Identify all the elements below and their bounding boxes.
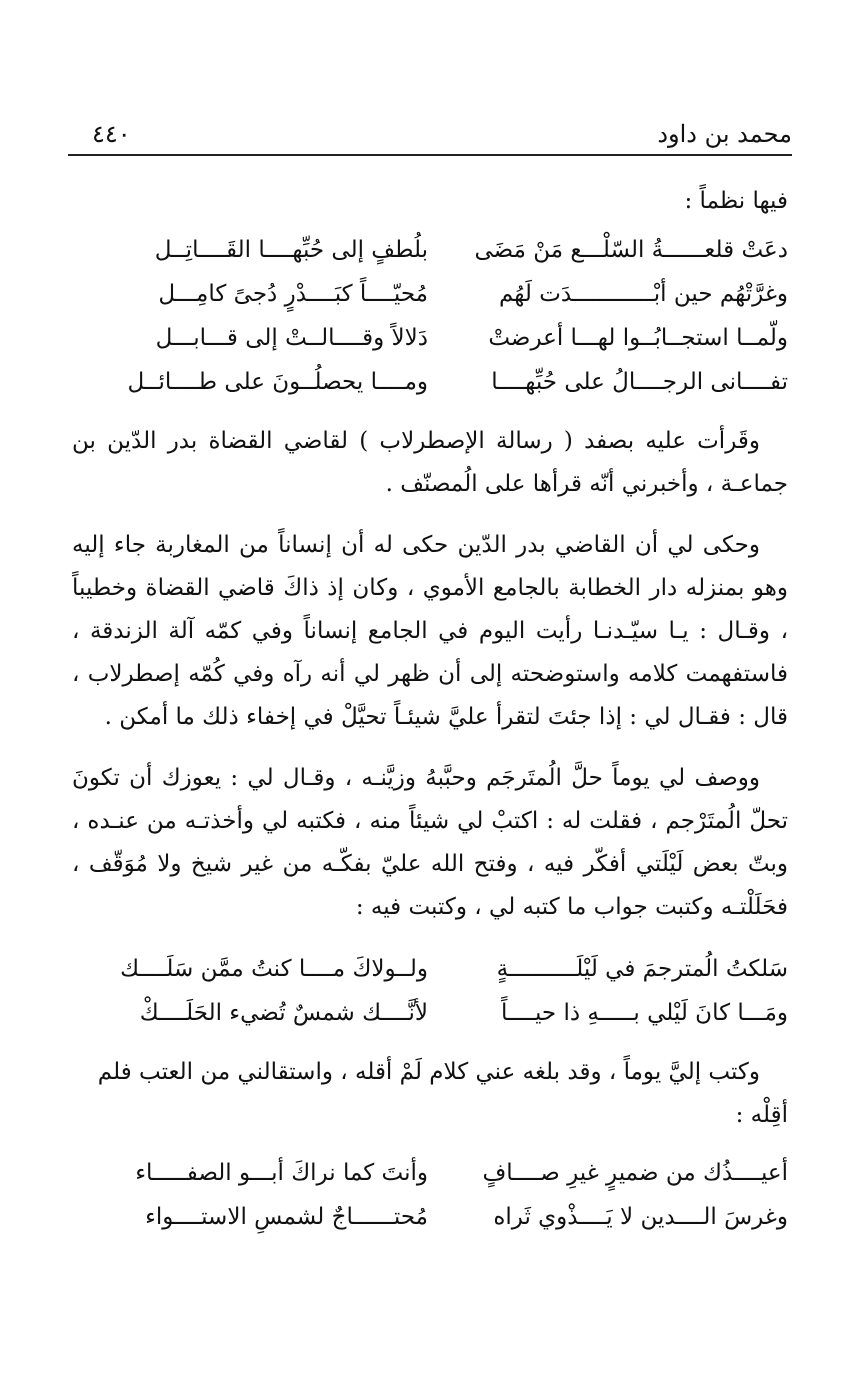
verse-line — [108, 272, 788, 316]
poem-1 — [72, 228, 788, 404]
hemistich-first: ومَـــا كانَ لَيْلي بـــــهِ ذا حيــــاً — [501, 1000, 788, 1026]
hemistich-first: أعيــــذُك من ضميرٍ غيرِ صــــافٍ — [482, 1160, 788, 1186]
hemistich-second: مُحيّــــاً كبَــــدْرٍ دُجىً كامِـــل — [158, 281, 428, 307]
verse-line — [108, 228, 788, 272]
hemistich-first: وغرسَ الــــدين لا يَــــذْوي ثَراه — [493, 1204, 788, 1230]
verse-line — [108, 1151, 788, 1195]
page-body — [72, 176, 788, 1255]
paragraph-letter-intro: وكتب إليَّ يوماً ، وقد بلغه عني كلام لَمْ أقله ، واستقالني من العتب فلم أقِلْه : — [97, 1059, 788, 1128]
hemistich-second: ومــــا يحصلُــونَ على طــــائــل — [127, 369, 428, 395]
hemistich-second: بلُطفٍ إلى حُبِّهــــا القَــــاتِــل — [154, 237, 428, 263]
verse-line — [108, 316, 788, 360]
hemistich-first: وغرَّتْهُم حين أبْــــــــــــدَت لَهُم — [498, 281, 788, 307]
verse-line — [108, 1195, 788, 1239]
hemistich-second: دَلالاً وقــــالــتْ إلى قـــابـــل — [155, 325, 428, 351]
poem-3 — [72, 1151, 788, 1239]
hemistich-first: دعَتْ قلعــــــةُ السّلْـــع مَنْ مَضَى — [474, 237, 788, 263]
hemistich-second: لأنَّــــك شمسٌ تُضيء الحَلَــــكْ — [139, 1000, 428, 1026]
paragraph-astrolabe-reading: وقَرأت عليه بصفد ( رسالة الإصطرلاب ) لقاضي القضاة بدر الدّين بن جماعـة ، وأخبرني أنّه قرأها على الُمصنّف . — [72, 428, 788, 497]
hemistich-first: ولّمــا استجــابُــوا لهـــا أعرضتْ — [488, 325, 788, 351]
page-number: ٤٤٠ — [92, 120, 131, 148]
hemistich-first: تفــــانى الرجــــالُ على حُبِّهــــا — [491, 369, 788, 395]
paragraph-mutarjam-description: ووصف لي يوماً حلَّ الُمتَرجَم وحبَّبهُ وزيَّنـه ، وقـال لي : يعوزك أن تكونَ تحلّ الُمتَرْجم ، فقلت له : اكتبْ لي شيئاً منه ، فكتبه لي وأخذتـه من عنـده ، وبتّ بعض لَيْلَتي أفكّر فيه ، وفتح الله عليّ بفكّـه من غير شيخ ولا مُوَقّف ، فحَلَلْتـه وكتبت جواب ما كتبه لي ، وكتبت فيه : — [72, 765, 788, 920]
running-head-title: محمد بن داود — [657, 120, 792, 148]
hemistich-first: سَلكتُ الُمترجمَ في لَيْلَــــــــــةٍ — [496, 956, 788, 982]
verse-line — [108, 360, 788, 404]
hemistich-second: ولــولاكَ مــــا كنتُ ممَّن سَلَــــك — [120, 956, 428, 982]
poem-2 — [72, 947, 788, 1035]
verse-line — [108, 991, 788, 1035]
intro-line: فيها نظماً : — [684, 188, 788, 214]
paragraph-qadi-anecdote: وحكى لي أن القاضي بدر الدّين حكى له أن إنساناً من المغاربة جاء إليه وهو بمنزله دار الخطابة بالجامع الأموي ، وكان إذ ذاكَ قاضي القضاة وخطيباً ، وقـال : يـا سيّـدنـا رأيت اليوم في الجامع إنساناً وفي كمّه آلة الزندقة ، فاستفهمت كلامه واستوضحته إلى أن ظهر لي أنه رآه وفي كُمّه إصطرلاب ، قال : فقـال لي : إذا جئتَ لتقرأ عليَّ شيئـاً تحيَّلْ في إخفاء ذلك ما أمكن . — [72, 532, 788, 730]
page-header — [68, 114, 792, 156]
verse-line — [108, 947, 788, 991]
hemistich-second: مُحتــــــاجٌ لشمسِ الاستــــواء — [145, 1204, 428, 1230]
hemistich-second: وأنتَ كما نراكَ أبـــو الصفـــــاء — [135, 1160, 428, 1186]
